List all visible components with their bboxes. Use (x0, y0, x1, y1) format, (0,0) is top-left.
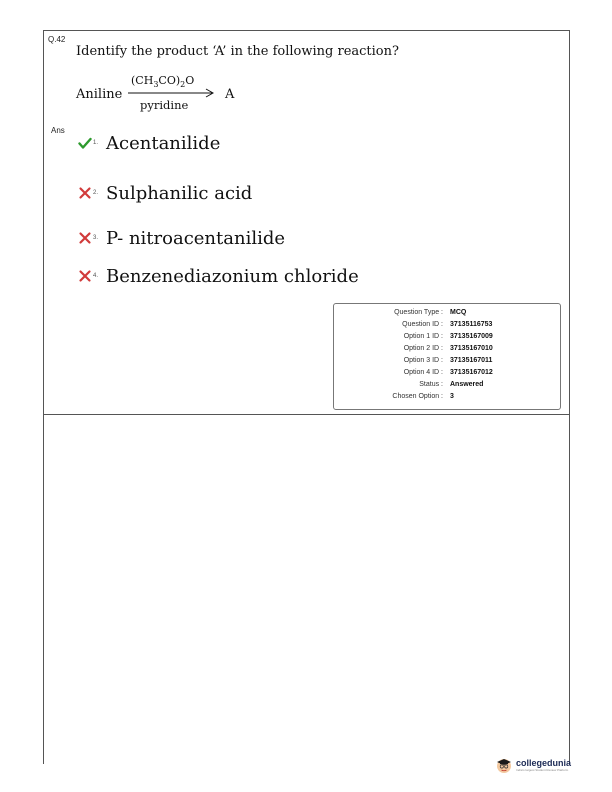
option-text: Sulphanilic acid (106, 182, 253, 204)
info-value: MCQ (450, 309, 467, 316)
reaction-reagent-top: $(CH_3CO)_2O$ (131, 74, 195, 90)
option-number: 2. (93, 190, 99, 196)
info-key: Option 4 ID : (403, 369, 443, 376)
collegedunia-logo (495, 756, 571, 774)
reaction-reactant: Aniline (76, 87, 123, 102)
cross-icon (78, 186, 92, 200)
option-1 (78, 131, 220, 155)
option-number: 4. (93, 273, 99, 279)
logo-tagline: India's largest Student Review Platform (516, 767, 569, 772)
option-text: Benzenediazonium chloride (106, 265, 359, 287)
info-key: Option 2 ID : (403, 345, 443, 352)
info-row (334, 381, 560, 392)
info-key: Status : (419, 381, 443, 388)
info-row (334, 345, 560, 356)
info-key: Chosen Option : (392, 393, 443, 400)
option-3 (78, 226, 285, 250)
info-row (334, 309, 560, 320)
info-row (334, 333, 560, 344)
info-row (334, 321, 560, 332)
info-value: 37135167009 (450, 333, 493, 340)
info-key: Question Type : (394, 309, 443, 316)
reaction-reagent-bottom: pyridine (140, 98, 189, 112)
reaction-arrow-icon (128, 88, 214, 98)
option-text: P- nitroacentanilide (106, 227, 286, 249)
info-row (334, 393, 560, 404)
cross-icon (78, 231, 92, 245)
info-value: 37135167011 (450, 357, 493, 364)
info-value: 37135167012 (450, 369, 493, 376)
check-icon (78, 136, 92, 150)
info-key: Option 1 ID : (403, 333, 443, 340)
answer-label: Ans (51, 126, 65, 135)
info-row (334, 357, 560, 368)
info-row (334, 369, 560, 380)
page-border-right (569, 414, 570, 764)
logo-name: collegedunia (516, 757, 572, 768)
info-value: 3 (450, 393, 454, 400)
info-value: 37135167010 (450, 345, 493, 352)
info-key: Option 3 ID : (403, 357, 443, 364)
option-text: Acentanilide (106, 132, 221, 154)
info-value: Answered (450, 381, 484, 388)
option-2 (78, 181, 252, 205)
question-info-box (333, 303, 561, 410)
cross-icon (78, 269, 92, 283)
question-text: Identify the product ‘A’ in the following reaction? (76, 44, 399, 59)
info-value: 37135116753 (450, 321, 493, 328)
option-4 (78, 264, 359, 288)
graduate-mascot-icon (495, 756, 513, 774)
option-number: 1. (93, 140, 99, 146)
reaction-product: A (225, 87, 235, 102)
info-key: Question ID : (402, 321, 443, 328)
question-number: Q.42 (48, 35, 66, 44)
page-border-left (43, 414, 44, 764)
option-number: 3. (93, 235, 99, 241)
